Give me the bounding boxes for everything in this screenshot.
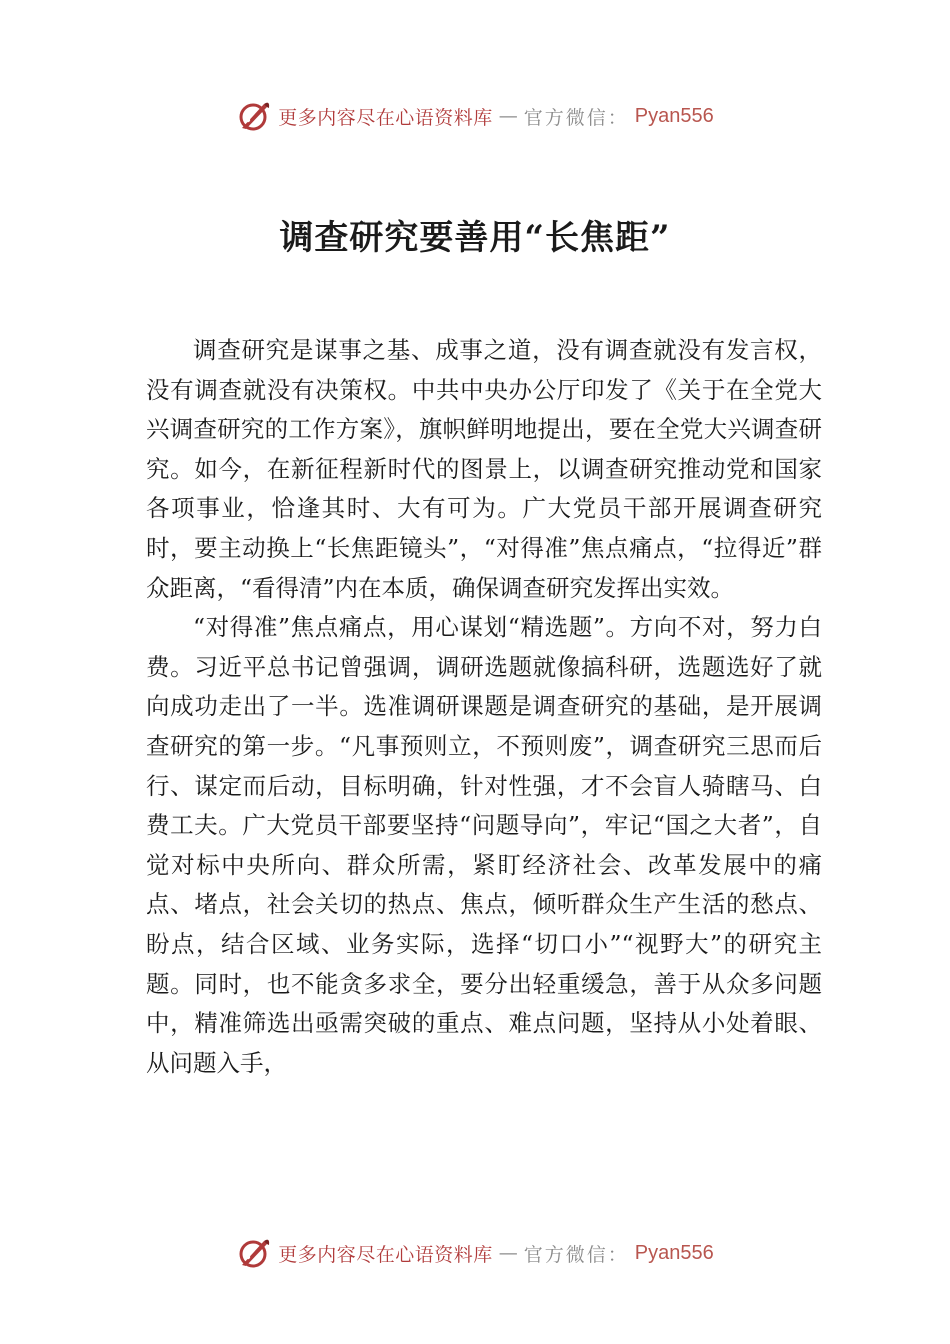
quill-logo-icon xyxy=(236,1235,272,1271)
paragraph-2: “对得准”焦点痛点，用心谋划“精选题”。方向不对，努力白费。习近平总书记曾强调，调研选题就像搞科研，选题选好了就向成功走出了一半。选准调研课题是调查研究的基础，是开展调查研究的第一步。“凡事预则立，不预则废”，调查研究三思而后行、谋定而后动，目标明确，针对性强，才不会盲人骑瞎马、白费工夫。广大党员干部要坚持“问题导向”，牢记“国之大者”，自觉对标中央所向、群众所需，紧盯经济社会、改革发展中的痛点、堵点，社会关切的热点、焦点，倾听群众生产生活的愁点、盼点，结合区域、业务实际，选择“切口小”“视野大”的研究主题。同时，也不能贪多求全，要分出轻重缓急，善于从众多问题中，精准筛选出亟需突破的重点、难点问题，坚持从小处着眼、从问题入手， xyxy=(146,613,822,1077)
footer-banner xyxy=(0,1233,950,1273)
banner-wechat-id: Pyan556 xyxy=(634,104,714,127)
paragraph-1: 调查研究是谋事之基、成事之道，没有调查就没有发言权，没有调查就没有决策权。中共中央办公厅印发了《关于在全党大兴调查研究的工作方案》，旗帜鲜明地提出，要在全党大兴调查研究。如今，在新征程新时代的图景上，以调查研究推动党和国家各项事业，恰逢其时、大有可为。广大党员干部开展调查研究时，要主动换上“长焦距镜头”，“对得准”焦点痛点，“拉得近”群众距离，“看得清”内在本质，确保调查研究发挥出实效。 xyxy=(146,336,822,602)
banner-wechat-id: Pyan556 xyxy=(634,1241,714,1264)
document-title: 调查研究要善用“长焦距” xyxy=(279,218,671,258)
banner-separator: — xyxy=(498,105,518,127)
banner-separator: — xyxy=(498,1242,518,1264)
banner-main-text: 更多内容尽在心语资料库 xyxy=(278,1243,493,1266)
header-banner xyxy=(0,96,950,136)
banner-main-text: 更多内容尽在心语资料库 xyxy=(278,106,493,129)
banner-wechat-label: 官方微信： xyxy=(523,1243,629,1266)
quill-logo-icon xyxy=(236,98,272,134)
banner-wechat-label: 官方微信： xyxy=(523,106,629,129)
document-body xyxy=(146,331,822,1083)
